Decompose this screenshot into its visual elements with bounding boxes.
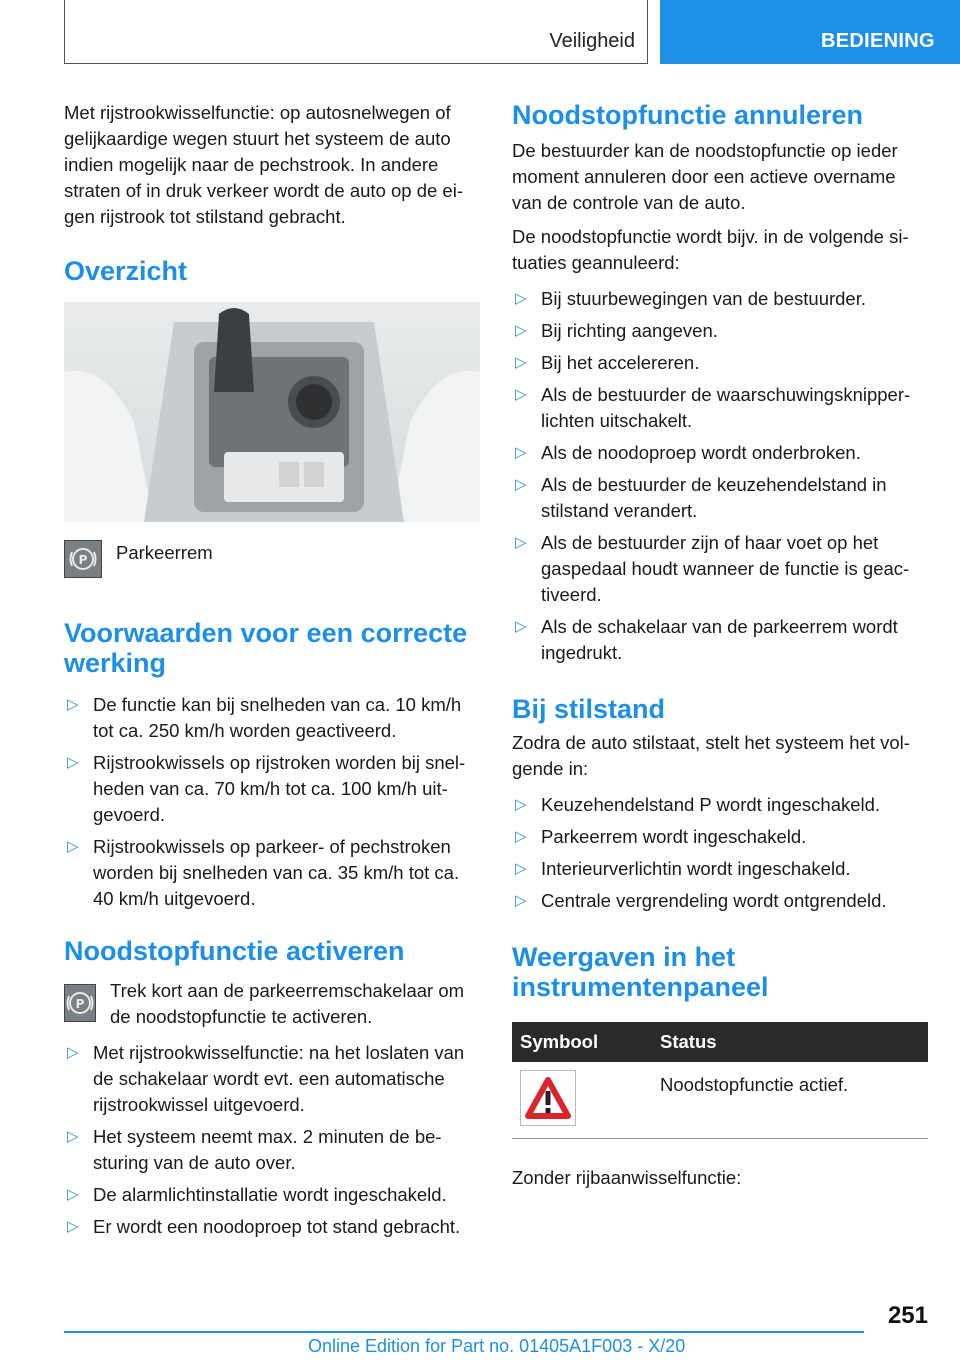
- triangle-bullet-icon: ▷: [515, 618, 527, 635]
- triangle-bullet-icon: ▷: [515, 892, 527, 909]
- triangle-bullet-icon: ▷: [515, 322, 527, 339]
- activate-list: [64, 1040, 480, 1240]
- triangle-bullet-icon: ▷: [515, 386, 527, 403]
- triangle-bullet-icon: ▷: [67, 838, 79, 855]
- standstill-paragraph: Zodra de auto stilstaat, stelt het systeem het vol-gende in:: [512, 732, 910, 779]
- triangle-bullet-icon: ▷: [515, 354, 527, 371]
- activate-text: Trek kort aan de parkeerremschakelaar om de noodstopfunctie te activeren.: [110, 980, 465, 1027]
- list-item: ▷ Met rijstrookwisselfunctie: na het loslaten van de schakelaar wordt evt. een automatische rijstrookwissel uitgevoerd.: [67, 1042, 465, 1115]
- cancel-paragraph-2: De noodstopfunctie wordt bijv. in de volgende si-tuaties geannuleerd:: [512, 226, 909, 273]
- right-column: [512, 100, 928, 1203]
- header-chapter-tab: [660, 0, 960, 64]
- parking-brake-icon: [64, 540, 102, 578]
- footer-edition: Online Edition for Part no. 01405A1F003 - X/20: [308, 1336, 686, 1356]
- cancel-paragraph-1: De bestuurder kan de noodstopfunctie op ieder moment annuleren door een actieve overname van de controle van de auto.: [512, 140, 898, 213]
- triangle-bullet-icon: ▷: [67, 1044, 79, 1061]
- list-item: ▷ Interieurverlichtin wordt ingeschakeld.: [512, 856, 928, 882]
- list-item: ▷ Keuzehendelstand P wordt ingeschakeld.: [512, 792, 928, 818]
- triangle-bullet-icon: ▷: [515, 444, 527, 461]
- list-item: ▷ Als de noodoproep wordt onderbroken.: [512, 440, 928, 466]
- list-item: ▷ Bij richting aangeven.: [512, 318, 928, 344]
- activate-legend: [64, 978, 480, 1030]
- center-console-photo: [64, 302, 480, 522]
- header-section-title: Veiligheid: [549, 30, 635, 52]
- triangle-bullet-icon: ▷: [67, 1128, 79, 1145]
- triangle-bullet-icon: ▷: [515, 534, 527, 551]
- list-item: ▷ De alarmlichtinstallatie wordt ingeschakeld.: [64, 1182, 480, 1208]
- triangle-bullet-icon: ▷: [67, 696, 79, 713]
- symbol-table: [512, 1022, 928, 1139]
- list-item: ▷ Als de bestuurder de keuzehendelstand in stilstand verandert.: [515, 474, 887, 521]
- intro-paragraph: Met rijstrookwisselfunctie: op autosnelwegen of gelijkaardige wegen stuurt het systeem de auto indien mogelijk naar de pechstrook. In andere straten of in druk verkeer wordt de auto op de ei-gen rijstrook tot stilstand gebracht.: [64, 102, 463, 227]
- cancel-heading: Noodstopfunctie annuleren: [512, 100, 863, 130]
- triangle-bullet-icon: ▷: [515, 796, 527, 813]
- list-item: ▷ Als de bestuurder de waarschuwingsknipper-lichten uitschakelt.: [515, 384, 911, 431]
- list-item: ▷ Rijstrookwissels op parkeer- of pechstroken worden bij snelheden van ca. 35 km/h tot ca. 40 km/h uitgevoerd.: [67, 836, 460, 909]
- standstill-heading: Bij stilstand: [512, 694, 666, 724]
- list-item: ▷ Bij het accelereren.: [512, 350, 928, 376]
- cancel-list: [512, 286, 928, 666]
- triangle-bullet-icon: ▷: [515, 828, 527, 845]
- list-item: ▷ Rijstrookwissels op rijstroken worden bij snel-heden van ca. 70 km/h tot ca. 100 km/h uit-gevoerd.: [67, 752, 466, 825]
- triangle-bullet-icon: ▷: [67, 754, 79, 771]
- table-row: [512, 1062, 928, 1139]
- list-item: ▷ Als de schakelaar van de parkeerrem wordt ingedrukt.: [515, 616, 898, 663]
- warning-triangle-icon: [520, 1070, 576, 1126]
- page-number: 251: [887, 1302, 928, 1329]
- parking-brake-icon: [64, 984, 96, 1022]
- svg-text:P: P: [78, 553, 88, 567]
- display-heading: Weergaven in het instrumentenpaneel: [512, 942, 769, 1002]
- left-column: [64, 100, 480, 1246]
- conditions-heading: Voorwaarden voor een correcte werking: [64, 618, 468, 678]
- parking-brake-label: Parkeerrem: [116, 542, 213, 563]
- table-header-status: Status: [652, 1022, 928, 1062]
- triangle-bullet-icon: ▷: [515, 860, 527, 877]
- table-header-symbol: Symbool: [512, 1022, 652, 1062]
- conditions-list: [64, 692, 480, 912]
- list-item: ▷ De functie kan bij snelheden van ca. 10 km/h tot ca. 250 km/h worden geactiveerd.: [67, 694, 462, 741]
- standstill-list: [512, 792, 928, 914]
- activate-heading: Noodstopfunctie activeren: [64, 936, 405, 966]
- triangle-bullet-icon: ▷: [515, 476, 527, 493]
- parking-brake-legend: [64, 540, 480, 578]
- footer-divider: [64, 1331, 864, 1333]
- overview-heading: Overzicht: [64, 256, 188, 286]
- svg-text:P: P: [75, 997, 85, 1011]
- triangle-bullet-icon: ▷: [67, 1186, 79, 1203]
- list-item: ▷ Als de bestuurder zijn of haar voet op het gaspedaal houdt wanneer de functie is geac-tiveerd.: [515, 532, 910, 605]
- list-item: ▷ Het systeem neemt max. 2 minuten de be-sturing van de auto over.: [67, 1126, 442, 1173]
- list-item: ▷ Bij stuurbewegingen van de bestuurder.: [512, 286, 928, 312]
- triangle-bullet-icon: ▷: [67, 1218, 79, 1235]
- without-lanechange-text: Zonder rijbaanwisselfunctie:: [512, 1167, 742, 1188]
- triangle-bullet-icon: ▷: [515, 290, 527, 307]
- list-item: ▷ Parkeerrem wordt ingeschakeld.: [512, 824, 928, 850]
- header-section-box: [64, 0, 648, 64]
- list-item: ▷ Er wordt een noodoproep tot stand gebracht.: [64, 1214, 480, 1240]
- list-item: ▷ Centrale vergrendeling wordt ontgrendeld.: [512, 888, 928, 914]
- table-cell-status: Noodstopfunctie actief.: [660, 1074, 849, 1095]
- header-chapter-title: BEDIENING: [821, 30, 935, 52]
- center-console-illustration: [64, 302, 480, 522]
